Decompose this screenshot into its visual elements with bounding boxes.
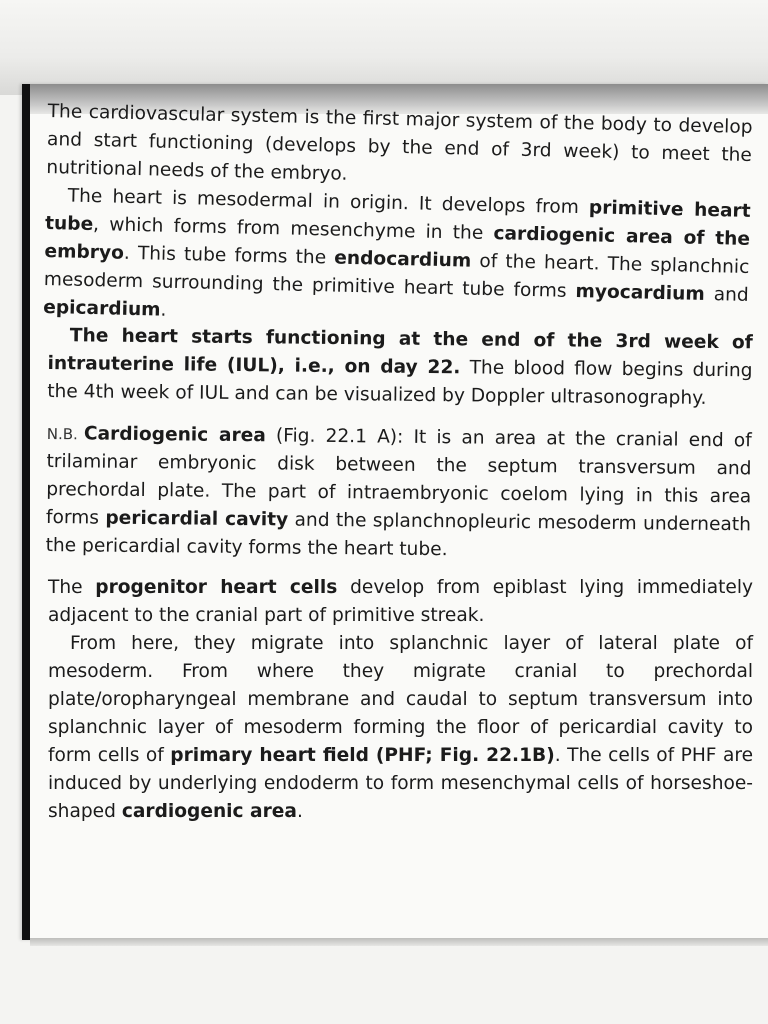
paragraph-5	[48, 630, 753, 826]
term-cardiogenic-area: cardiogenic area of the embryo	[44, 223, 751, 264]
paragraph-2	[43, 182, 751, 338]
text-run: The heart is mesodermal in origin. It develops from	[67, 185, 590, 219]
term-myocardium: myocardium	[575, 281, 705, 305]
text-run: (Fig. 22.1 A): It is an area at the cranial end of trilaminar embryonic disk between the septum transversum and prechordal plate. The part of intraembryonic coelom lying in this area forms	[45, 425, 752, 529]
page-bottom-edge	[30, 938, 768, 946]
body-text	[43, 98, 754, 826]
text-run: develop from epiblast lying immediately adjacent to the cranial part of primitive streak.	[48, 577, 753, 626]
nb-label: N.B.	[46, 424, 78, 444]
page-binding-edge	[22, 84, 30, 940]
text-run: . This tube forms the	[123, 242, 335, 269]
text-run: .	[160, 299, 167, 321]
term-epicardium: epicardium	[43, 296, 161, 321]
text-run: and	[704, 283, 749, 306]
text-run: of the heart. The splanchnic mesoderm surrounding the primitive heart tube forms	[43, 250, 750, 303]
paragraph-1	[46, 98, 753, 198]
paragraph-1-text: The cardiovascular system is the first major system of the body to develop and start functioning (develops by the end of 3rd week) to meet the nutritional needs of the embryo.	[46, 100, 753, 185]
heart-functioning-statement: The heart starts functioning at the end of the 3rd week of intrauterine life (IUL), i.e., on day 22.	[47, 325, 753, 379]
term-primitive-heart-tube: primitive heart tube	[44, 197, 751, 236]
scan-background	[0, 0, 768, 95]
text-run: From here, they migrate into splanchnic layer of lateral plate of mesoderm. From where they migrate cranial to prechordal plate/oropharyngeal membrane and caudal to septum transversum into splanchnic layer of mesoderm forming the floor of pericardial cavity to form cells of	[48, 633, 753, 766]
section-rotated-top	[43, 98, 753, 338]
term-progenitor-heart-cells: progenitor heart cells	[95, 577, 338, 598]
text-run: . The cells of PHF are induced by underlying endoderm to form mesenchymal cells of horseshoe-shaped	[48, 745, 754, 822]
term-primary-heart-field: primary heart field (PHF; Fig. 22.1B)	[170, 745, 555, 766]
text-run: .	[296, 801, 303, 822]
paragraph-4	[48, 574, 753, 630]
term-endocardium: endocardium	[334, 247, 472, 272]
term-cardiogenic-area-final: cardiogenic area	[121, 801, 297, 822]
section-rotated-mid	[46, 322, 753, 567]
text-run: The blood flow begins during the 4th week of IUL and can be visualized by Doppler ultrasonography.	[47, 357, 753, 409]
term-cardiogenic-area-nb: Cardiogenic area	[83, 423, 266, 447]
term-pericardial-cavity: pericardial cavity	[105, 507, 289, 531]
nb-note	[46, 420, 752, 567]
text-run: , which forms from mesenchyme in the	[92, 214, 494, 245]
text-run: The	[48, 577, 96, 598]
text-run: and the splanchnopleuric mesoderm underneath the pericardial cavity forms the heart tube.	[45, 509, 752, 561]
paragraph-3	[47, 322, 753, 413]
